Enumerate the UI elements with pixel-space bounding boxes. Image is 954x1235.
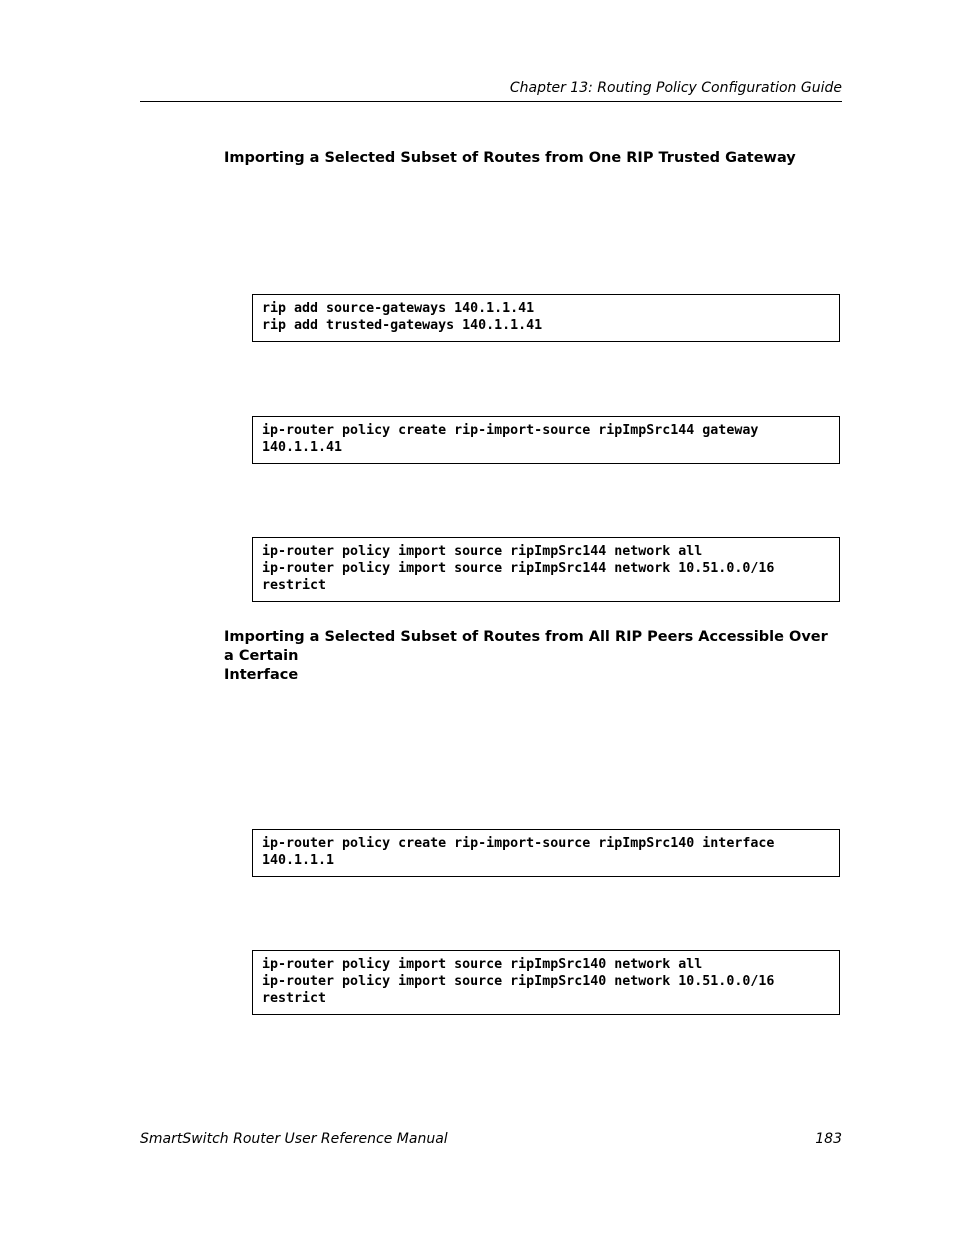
code-line: restrict (262, 578, 327, 593)
section-heading-line: Importing a Selected Subset of Routes from All RIP Peers Accessible Over a Certain (224, 629, 828, 664)
code-block-import-network-gateway (252, 537, 840, 602)
code-line: rip add source-gateways 140.1.1.41 (262, 301, 535, 316)
code-block-rip-gateways (252, 294, 840, 342)
section-heading-interface (224, 628, 842, 685)
code-line: 140.1.1.1 (262, 853, 335, 868)
code-block-import-network-interface (252, 950, 840, 1015)
section-heading-line: Interface (224, 667, 299, 683)
code-line: ip-router policy create rip-import-source ripImpSrc140 interface (262, 836, 775, 851)
code-line: ip-router policy import source ripImpSrc144 network 10.51.0.0/16 (262, 561, 775, 576)
code-line: 140.1.1.41 (262, 440, 343, 455)
code-block-create-import-source-interface (252, 829, 840, 877)
code-block-create-import-source-gateway (252, 416, 840, 464)
footer-page-number: 183 (815, 1131, 842, 1147)
code-line: ip-router policy import source ripImpSrc144 network all (262, 544, 703, 559)
code-line: ip-router policy import source ripImpSrc140 network 10.51.0.0/16 (262, 974, 775, 989)
chapter-title: Chapter 13: Routing Policy Configuration Guide (509, 80, 842, 96)
footer-manual-title: SmartSwitch Router User Reference Manual (140, 1131, 448, 1147)
section-heading-trusted-gateway: Importing a Selected Subset of Routes from One RIP Trusted Gateway (224, 150, 796, 166)
code-line: ip-router policy create rip-import-source ripImpSrc144 gateway (262, 423, 759, 438)
code-line: rip add trusted-gateways 140.1.1.41 (262, 318, 543, 333)
running-header (140, 78, 842, 102)
code-line: restrict (262, 991, 327, 1006)
code-line: ip-router policy import source ripImpSrc140 network all (262, 957, 703, 972)
